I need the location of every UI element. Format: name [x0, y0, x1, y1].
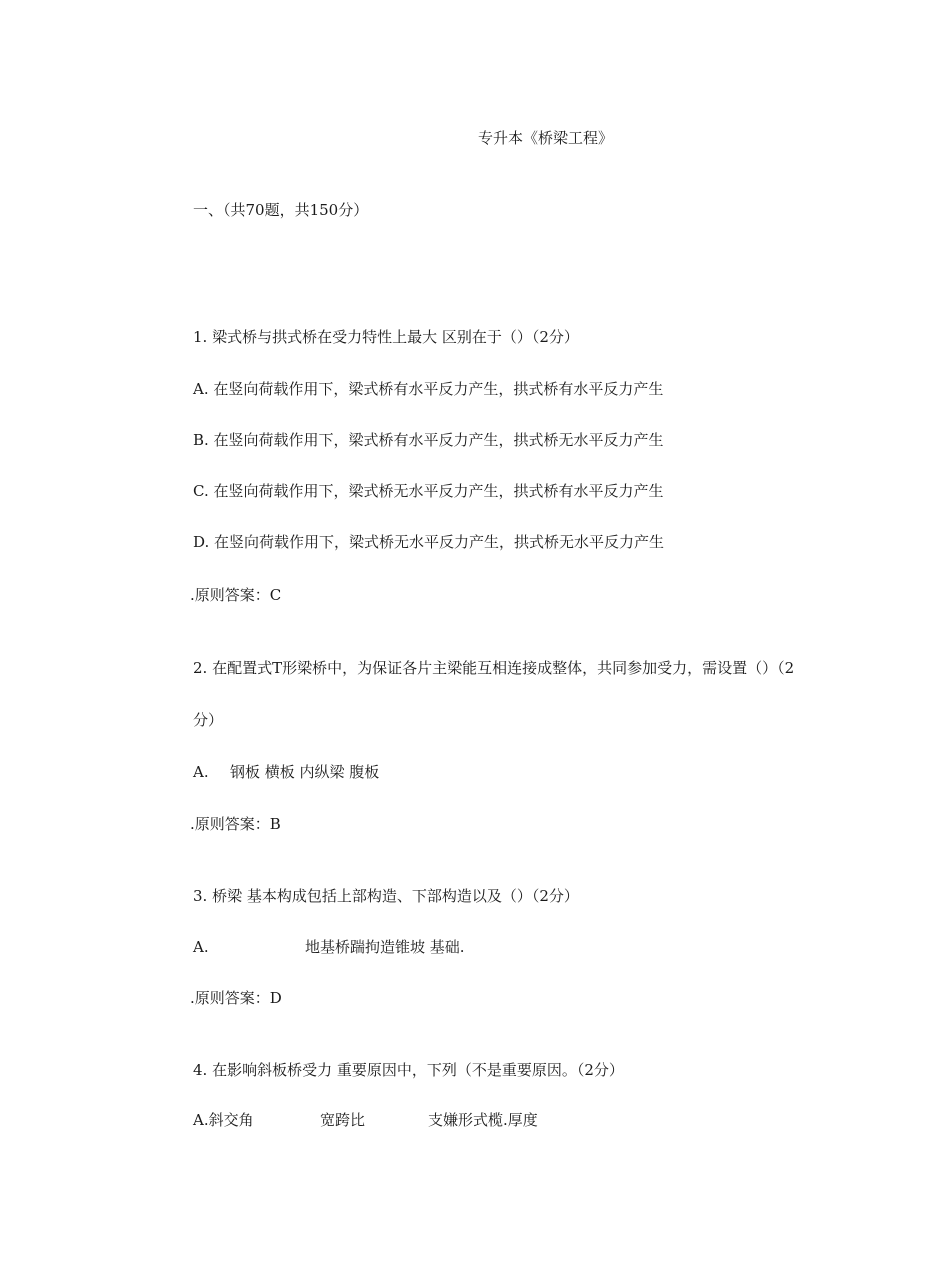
- question-3-option-text: 地基桥踹拘造锥坡 基础.: [305, 938, 465, 956]
- question-1-option-d: D. 在竖向荷载作用下，梁式桥无水平反力产生，拱式桥无水平反力产生: [193, 533, 665, 551]
- question-4-option-b: 宽跨比: [320, 1111, 366, 1129]
- question-2-stem-continued: 分）: [193, 711, 224, 729]
- question-3-answer: .原则答案：D: [190, 989, 282, 1007]
- question-2-answer: .原则答案：B: [190, 815, 281, 833]
- question-3-option-label: A.: [193, 938, 209, 956]
- question-1-answer: .原则答案：C: [190, 586, 282, 604]
- question-2-option-text: 钢板 横板 内纵梁 腹板: [230, 763, 380, 781]
- document-title: 专升本《桥梁工程》: [478, 129, 614, 147]
- question-1-stem: 1. 梁式桥与拱式桥在受力特性上最大 区别在于（）（2分）: [193, 328, 579, 346]
- section-heading: 一、（共70题，共150分）: [193, 201, 369, 219]
- question-4-option-c: 支嫌形式榄.厚度: [428, 1111, 538, 1129]
- question-1-option-a: A. 在竖向荷载作用下，梁式桥有水平反力产生，拱式桥有水平反力产生: [193, 380, 664, 398]
- question-2-option-label: A.: [193, 763, 209, 781]
- question-4-option-a: A.斜交角: [193, 1111, 254, 1129]
- question-1-option-c: C. 在竖向荷载作用下，梁式桥无水平反力产生，拱式桥有水平反力产生: [193, 482, 664, 500]
- question-4-stem: 4. 在影响斜板桥受力 重要原因中，下列（不是重要原因。（2分）: [193, 1061, 624, 1079]
- question-2-stem: 2. 在配置式T形梁桥中，为保证各片主梁能互相连接成整体，共同参加受力，需设置（）（2: [193, 659, 795, 677]
- question-1-option-b: B. 在竖向荷载作用下，梁式桥有水平反力产生，拱式桥无水平反力产生: [193, 431, 664, 449]
- question-3-stem: 3. 桥梁 基本构成包括上部构造、下部构造以及（）（2分）: [193, 887, 579, 905]
